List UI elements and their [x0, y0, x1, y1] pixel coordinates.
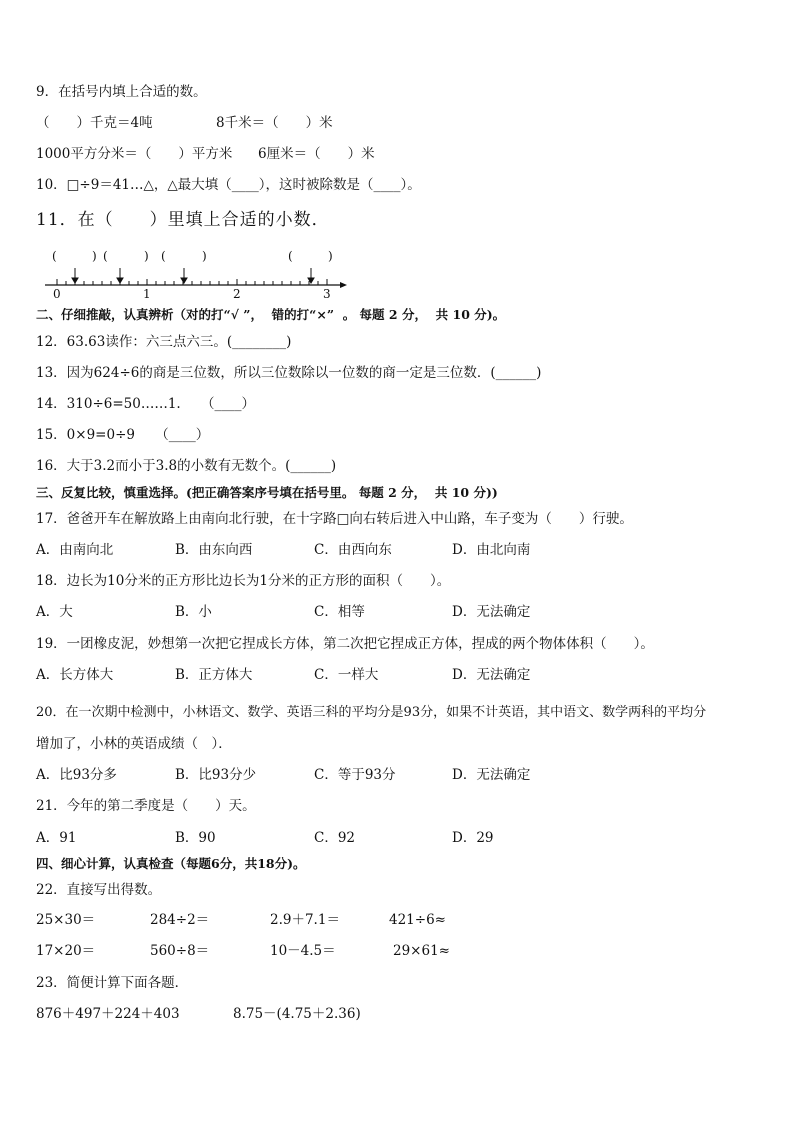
tick-label: 1: [143, 287, 151, 300]
bracket: ): [328, 249, 333, 263]
q17-option-c: C．由西向东: [314, 542, 392, 558]
q20-text-line-1: 20．在一次期中检测中，小林语文、数学、英语三科的平均分是93分，如果不计英语，其中语文、数学两科的平均分: [36, 705, 707, 720]
q20-option-a: A．比93分多: [36, 767, 117, 783]
bracket: (: [103, 249, 108, 263]
tick-label: 3: [323, 287, 331, 300]
bracket: ): [202, 249, 207, 263]
q9-item-3: 1000平方分米＝（ ）平方米: [36, 146, 233, 162]
q9-item-2: 8千米＝（ ）米: [216, 115, 333, 131]
calc-item: 25×30＝: [36, 912, 96, 928]
q13-text: 13．因为624÷6的商是三位数，所以三位数除以一位数的商一定是三位数．(______): [36, 365, 542, 381]
q19-option-c: C．一样大: [314, 667, 379, 683]
q18-option-a: A．大: [36, 604, 73, 620]
calc-item: 421÷6≈: [389, 912, 446, 928]
calc-item: 10－4.5＝: [270, 943, 336, 959]
bracket: (: [288, 249, 293, 263]
q21-option-d: D．29: [452, 830, 494, 846]
q20-option-d: D．无法确定: [452, 767, 531, 783]
calc-item: 17×20＝: [36, 943, 96, 959]
q15-text: 15．0×9=0÷9 （____）: [36, 427, 210, 443]
q19-text: 19．一团橡皮泥，妙想第一次把它捏成长方体，第二次把它捏成正方体，捏成的两个物体体积（ ）。: [36, 636, 654, 652]
q17-option-d: D．由北向南: [452, 542, 531, 558]
calc-item: 560÷8＝: [150, 943, 210, 959]
q19-option-a: A．长方体大: [36, 667, 114, 683]
q16-text: 16．大于3.2而小于3.8的小数有无数个。(______): [36, 458, 337, 474]
q21-option-c: C．92: [314, 830, 356, 846]
q18-option-b: B．小: [175, 604, 212, 620]
q20-text-line-2: 增加了，小林的英语成绩（ ）．: [36, 736, 232, 752]
q9-item-1: （ ）千克＝4吨: [36, 115, 153, 131]
q14-text: 14．310÷6=50……1. （____）: [36, 396, 255, 412]
q20-option-c: C．等于93分: [314, 767, 396, 783]
q23-text: 23．简便计算下面各题．: [36, 975, 189, 991]
q9-item-4: 6厘米＝（ ）米: [258, 146, 375, 162]
q19-option-b: B．正方体大: [175, 667, 253, 683]
q18-option-d: D．无法确定: [452, 604, 531, 620]
q18-text: 18．边长为10分米的正方形比边长为1分米的正方形的面积（ ）。: [36, 573, 451, 589]
bracket: (: [52, 249, 57, 263]
bracket: (: [161, 249, 166, 263]
bracket: ): [92, 249, 97, 263]
q21-text: 21．今年的第二季度是（ ）天。: [36, 798, 256, 814]
number-line-figure: [40, 244, 350, 300]
q20-option-b: B．比93分少: [175, 767, 257, 783]
calc-item: 2.9＋7.1＝: [270, 912, 340, 928]
tick-label: 2: [233, 287, 241, 300]
tick-label: 0: [53, 287, 61, 300]
section-4-header: 四、细心计算，认真检查（每题6分，共18分)。: [36, 856, 306, 871]
q18-option-c: C．相等: [314, 604, 365, 620]
q17-option-b: B．由东向西: [175, 542, 253, 558]
q21-option-a: A．91: [36, 830, 77, 846]
q17-option-a: A．由南向北: [36, 542, 114, 558]
q12-text: 12．63.63读作：六三点六三。(________): [36, 334, 292, 350]
q10-text: 10．□÷9＝41…△，△最大填（____），这时被除数是（____）。: [36, 177, 421, 193]
q17-text: 17．爸爸开车在解放路上由南向北行驶，在十字路□向右转后进入中山路，车子变为（ ）行驶。: [36, 511, 633, 527]
q22-text: 22．直接写出得数。: [36, 882, 162, 898]
section-3-header: 三、反复比较，慎重选择。(把正确答案序号填在括号里。 每题 2 分， 共 10 分)): [36, 485, 498, 500]
calc-item: 284÷2＝: [150, 912, 210, 928]
q11-title: 11．在（ ）里填上合适的小数．: [36, 210, 330, 230]
arrow-head: [181, 278, 187, 283]
bracket: ): [144, 249, 149, 263]
q19-option-d: D．无法确定: [452, 667, 531, 683]
simplify-item: 876＋497＋224＋403: [36, 1006, 180, 1022]
calc-item: 29×61≈: [393, 943, 450, 959]
simplify-item: 8.75－(4.75＋2.36): [233, 1006, 361, 1022]
q9-title: 9．在括号内填上合适的数。: [36, 84, 207, 100]
q21-option-b: B．90: [175, 830, 216, 846]
axis-arrow-icon: [340, 282, 347, 288]
section-2-header: 二、仔细推敲，认真辨析（对的打“√ ”， 错的打“×” 。 每题 2 分， 共 10 分)。: [36, 307, 506, 322]
